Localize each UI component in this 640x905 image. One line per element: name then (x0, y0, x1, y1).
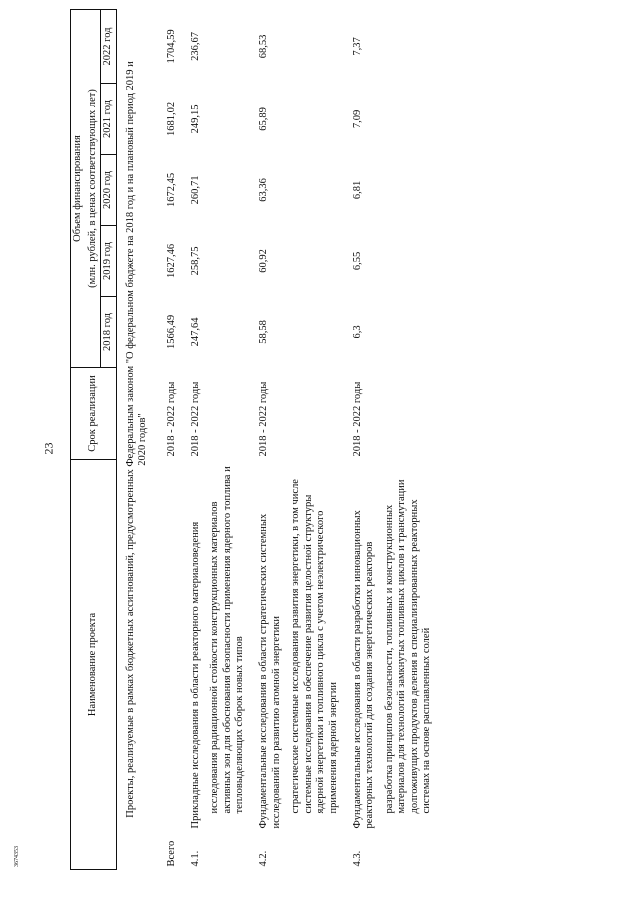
project-name: исследования радиационной стойкости конструкционных материалов активных зон для обоснования безопасности применения ядерного топлива и тепловыделяющих сборок новых типов (209, 466, 246, 814)
row-number: Всего (165, 840, 177, 867)
row-number: 4.2. (257, 850, 269, 867)
finance-value: 6,3 (351, 325, 363, 339)
table-subrow (378, 9, 435, 869)
finance-value: 1672,45 (165, 172, 177, 208)
document-code: 3674353 (14, 846, 20, 867)
finance-value: 65,89 (257, 107, 269, 131)
project-term: 2018 - 2022 годы (351, 381, 363, 457)
finance-value (378, 154, 435, 225)
project-term (203, 367, 248, 459)
row-number (378, 832, 435, 870)
header-finance-unit: (млн. рублей, в ценах соответствующих лет) (86, 9, 101, 367)
row-number (203, 832, 248, 870)
finance-value: 63,36 (257, 178, 269, 202)
finance-value: 58,58 (257, 320, 269, 344)
header-year: 2019 год (101, 225, 117, 296)
finance-value (284, 83, 341, 154)
finance-value: 236,67 (189, 32, 201, 61)
finance-value: 258,75 (189, 246, 201, 276)
project-name: стратегические системные исследования развития энергетики, в том числе системные исследования в обеспечение развития целостной структуры ядерной энергетики и топливного цикла с учетом неэлектрического применения ядерной энергии (290, 479, 339, 814)
table-subrow (284, 9, 341, 869)
table-body (116, 9, 435, 869)
finance-value: 1681,02 (165, 101, 177, 137)
finance-value (378, 296, 435, 367)
project-term: 2018 - 2022 годы (257, 381, 269, 457)
finance-value: 7,37 (351, 37, 363, 56)
finance-value (203, 154, 248, 225)
table-row (180, 9, 204, 869)
header-term: Срок реализации (71, 367, 117, 459)
project-name (156, 459, 180, 831)
section-title: Проекты, реализуемые в рамках бюджетных ассигнований, предусмотренных Федеральным законом "О федеральном бюджете на 2018 год и на плановый период 2019 и 2020 годов" (124, 61, 149, 818)
row-number: 4.3. (351, 850, 363, 867)
row-number (284, 832, 341, 870)
project-name: Фундаментальные исследования в области стратегических системных исследований по развитию атомной энергетики (257, 513, 282, 829)
project-name: Прикладные исследования в области реакторного материаловедения (189, 521, 201, 829)
header-project-name: Наименование проекта (71, 459, 117, 869)
finance-value (284, 9, 341, 83)
finance-title-text: Объем финансирования (72, 135, 83, 242)
header-year: 2020 год (101, 154, 117, 225)
finance-value (284, 225, 341, 296)
finance-table (70, 9, 435, 870)
finance-value: 6,55 (351, 251, 363, 271)
finance-value: 1627,46 (165, 243, 177, 279)
finance-value: 260,71 (189, 175, 201, 205)
header-year: 2018 год (101, 296, 117, 367)
finance-value (203, 9, 248, 83)
finance-value (284, 154, 341, 225)
finance-value (203, 296, 248, 367)
project-term: 2018 - 2022 годы (165, 381, 177, 457)
finance-value: 60,92 (257, 249, 269, 273)
finance-value: 6,81 (351, 180, 363, 200)
finance-value (203, 225, 248, 296)
table-row (156, 9, 180, 869)
project-term: 2018 - 2022 годы (189, 381, 201, 457)
row-number: 4.1. (189, 850, 201, 867)
project-name: Фундаментальные исследования в области разработки инновационных реакторных технологий для создания энергетических реакторов (351, 510, 376, 829)
rotated-table-page (70, 10, 630, 870)
finance-value: 68,53 (257, 34, 269, 59)
finance-value: 249,15 (189, 104, 201, 134)
project-name: разработка принципов безопасности, топливных и конструкционных материалов для технологий замкнутых топливных циклов и трансмутации долгоживущих продуктов деления в специализированных реакторных системах на основе расплавленных солей (383, 479, 433, 814)
project-term (284, 367, 341, 459)
table-row (248, 9, 284, 869)
page-number: 23 (41, 442, 56, 455)
header-year: 2021 год (101, 83, 117, 154)
header-year: 2022 год (101, 9, 117, 83)
finance-value: 247,64 (189, 317, 201, 347)
table-subrow (203, 9, 248, 869)
finance-value (378, 83, 435, 154)
finance-value: 7,09 (351, 109, 363, 129)
finance-value (378, 9, 435, 83)
finance-value (284, 296, 341, 367)
table-row (342, 9, 378, 869)
finance-value (378, 225, 435, 296)
project-term (378, 367, 435, 459)
finance-value: 1566,49 (165, 314, 177, 350)
header-finance-title (71, 9, 86, 367)
finance-value (203, 83, 248, 154)
finance-value: 1704,59 (165, 29, 177, 64)
